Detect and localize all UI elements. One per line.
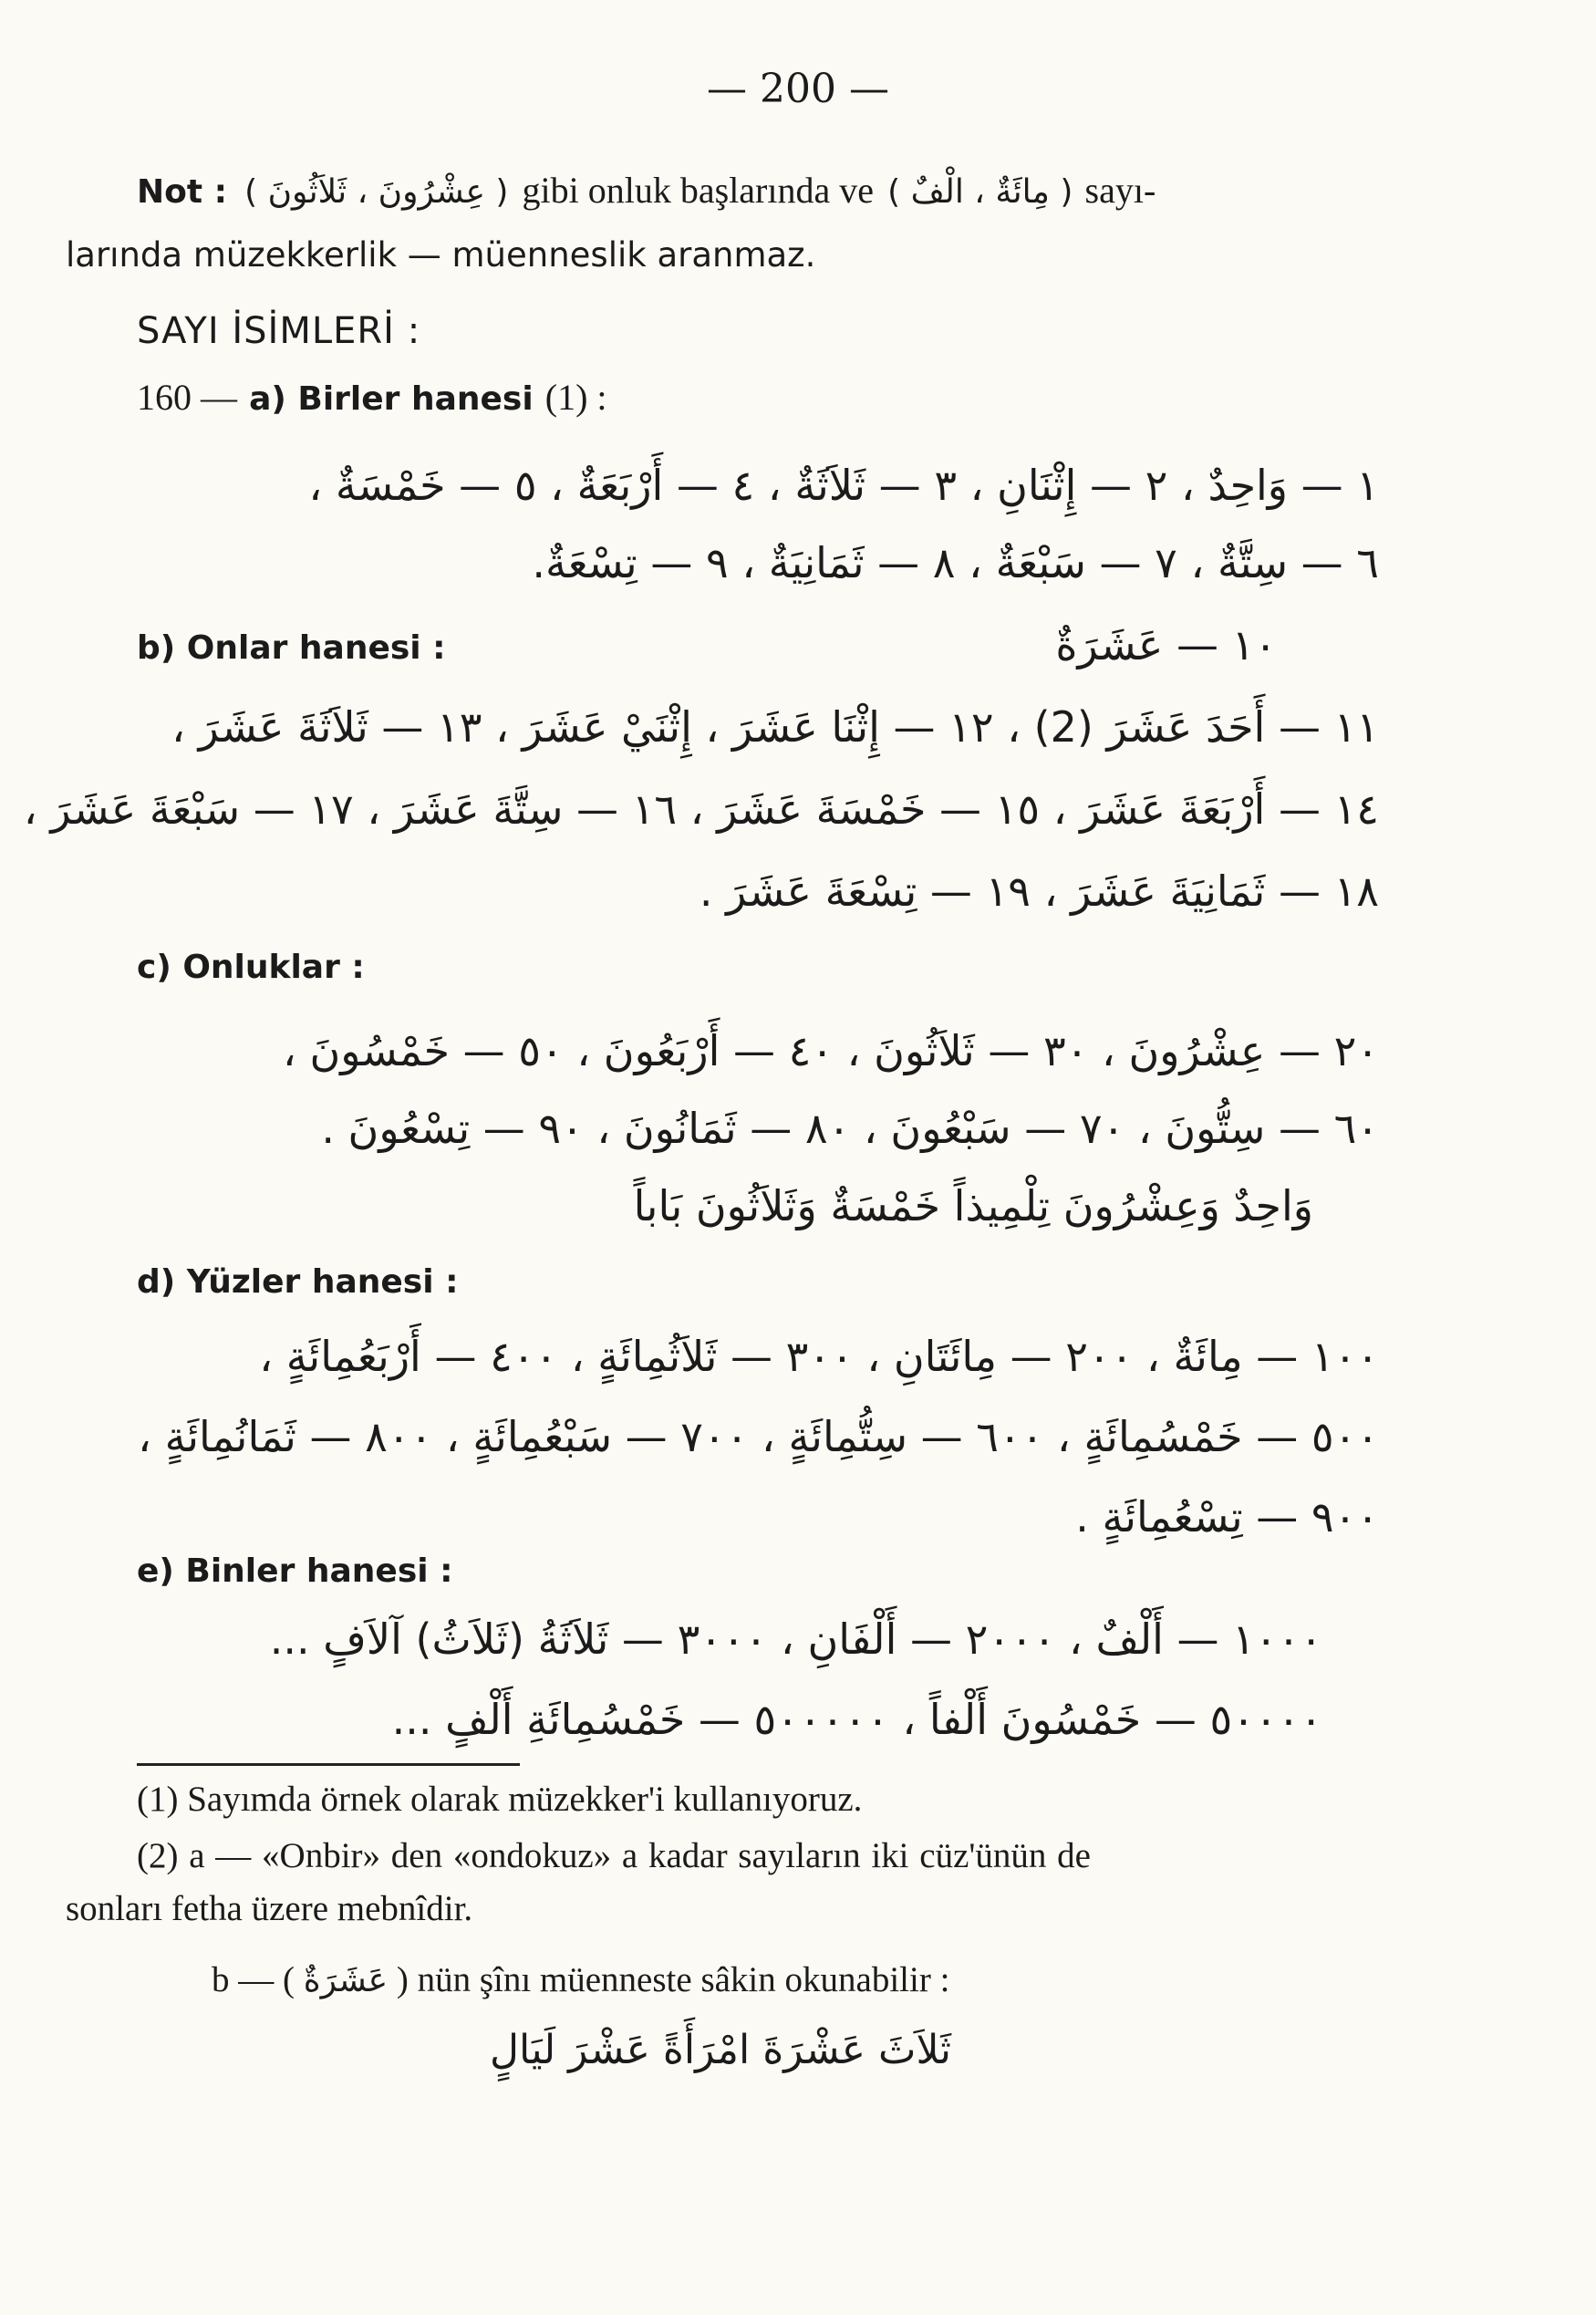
binler-label: e) Binler hanesi : (137, 1552, 453, 1590)
footnote-example: ثَلاَثَ عَشْرَةَ امْرَأَةً عَشْرَ لَيَالٍ (490, 2027, 951, 2073)
fn-b-pre: b — ( (212, 1960, 295, 1999)
yuzler-line-3: ٩٠٠ — تِسْعُمِائَةٍ . (1075, 1492, 1379, 1542)
onlar-line-1: ١١ — أَحَدَ عَشَرَ (2) ، ١٢ — إِثْنَا عَشَرَ ، إِثْنَيْ عَشَرَ ، ١٣ — ثَلاَثَةَ عَشَرَ ، (171, 702, 1379, 752)
onluklar-label: c) Onluklar : (137, 949, 365, 986)
footnote-divider (137, 1763, 520, 1766)
footnote-2b: sonları fetha üzere mebnîdir. (66, 1889, 473, 1928)
onlar-line-2: ١٤ — أَرْبَعَةَ عَشَرَ ، ١٥ — خَمْسَةَ عَشَرَ ، ١٦ — سِتَّةَ عَشَرَ ، ١٧ — سَبْعَةَ عَشَرَ ، (23, 784, 1379, 834)
onlar-line-3: ١٨ — ثَمَانِيَةَ عَشَرَ ، ١٩ — تِسْعَةَ عَشَرَ . (699, 867, 1379, 916)
footnote-ref-1: (1) : (544, 377, 607, 418)
onlar-label: b) Onlar hanesi : (137, 629, 446, 667)
note-line-1 (137, 169, 1156, 212)
section-heading: SAYI İSİMLERİ : (137, 310, 421, 352)
section-160-title (137, 376, 607, 419)
section-number: 160 — (137, 377, 237, 418)
onlar-ten: ١٠ — عَشَرَةٌ (1055, 620, 1277, 670)
page-number: — 200 — (707, 66, 889, 112)
binler-line-2: ٥٠٠٠٠ — خَمْسُونَ أَلْفاً ، ٥٠٠٠٠٠ — خَمْسُمِائَةِ أَلْفٍ ... (391, 1695, 1322, 1744)
yuzler-line-2: ٥٠٠ — خَمْسُمِائَةٍ ، ٦٠٠ — سِتُّمِائَةٍ ، ٧٠٠ — سَبْعُمِائَةٍ ، ٨٠٠ — ثَمَانُمِائَةٍ ، (138, 1412, 1379, 1461)
birler-line-2: ٦ — سِتَّةٌ ، ٧ — سَبْعَةٌ ، ٨ — ثَمَانِيَةٌ ، ٩ — تِسْعَةٌ. (532, 538, 1379, 587)
footnote-1: (1) Sayımda örnek olarak müzekker'i kullanıyoruz. (137, 1780, 863, 1819)
onluklar-line-2: ٦٠ — سِتُّونَ ، ٧٠ — سَبْعُونَ ، ٨٠ — ثَمَانُونَ ، ٩٠ — تِسْعُونَ . (321, 1104, 1379, 1153)
note-arabic-2: ( مِائَةٌ ، الْفٌ ) (887, 173, 1073, 211)
note-line-2: larında müzekkerlik — müenneslik aranmaz. (66, 235, 816, 275)
fn-b-arabic: عَشَرَةٌ (303, 1962, 389, 1999)
note-text-1: gibi onluk başlarında ve (522, 170, 874, 211)
footnote-2a: (2) a — «Onbir» den «ondokuz» a kadar sayıların iki cüz'ünün de (137, 1836, 1091, 1875)
note-text-2: sayı- (1084, 170, 1156, 211)
onluklar-example: وَاحِدٌ وَعِشْرُونَ تِلْمِيذاً خَمْسَةٌ وَثَلاَثُونَ بَاباً (633, 1181, 1313, 1230)
note-arabic-1: ( عِشْرُونَ ، ثَلاَثُونَ ) (244, 173, 509, 211)
binler-line-1: ١٠٠٠ — أَلْفٌ ، ٢٠٠٠ — أَلْفَانِ ، ٣٠٠٠ — ثَلاَثَةُ (ثَلاَثُ) آلاَفٍ ... (269, 1614, 1322, 1664)
birler-label: a) Birler hanesi (249, 380, 534, 418)
note-label: Not : (137, 173, 227, 211)
yuzler-label: d) Yüzler hanesi : (137, 1263, 459, 1301)
fn-b-post: ) nün şînı müenneste sâkin okunabilir : (396, 1960, 950, 1999)
onluklar-line-1: ٢٠ — عِشْرُونَ ، ٣٠ — ثَلاَثُونَ ، ٤٠ — أَرْبَعُونَ ، ٥٠ — خَمْسُونَ ، (282, 1026, 1379, 1075)
footnote-2-b-line (212, 1959, 949, 2000)
yuzler-line-1: ١٠٠ — مِائَةٌ ، ٢٠٠ — مِائَتَانِ ، ٣٠٠ — ثَلاَثُمِائَةٍ ، ٤٠٠ — أَرْبَعُمِائَةٍ ، (259, 1332, 1379, 1381)
birler-line-1: ١ — وَاحِدٌ ، ٢ — إِثْنَانِ ، ٣ — ثَلاَثَةٌ ، ٤ — أَرْبَعَةٌ ، ٥ — خَمْسَةٌ ، (308, 461, 1379, 510)
